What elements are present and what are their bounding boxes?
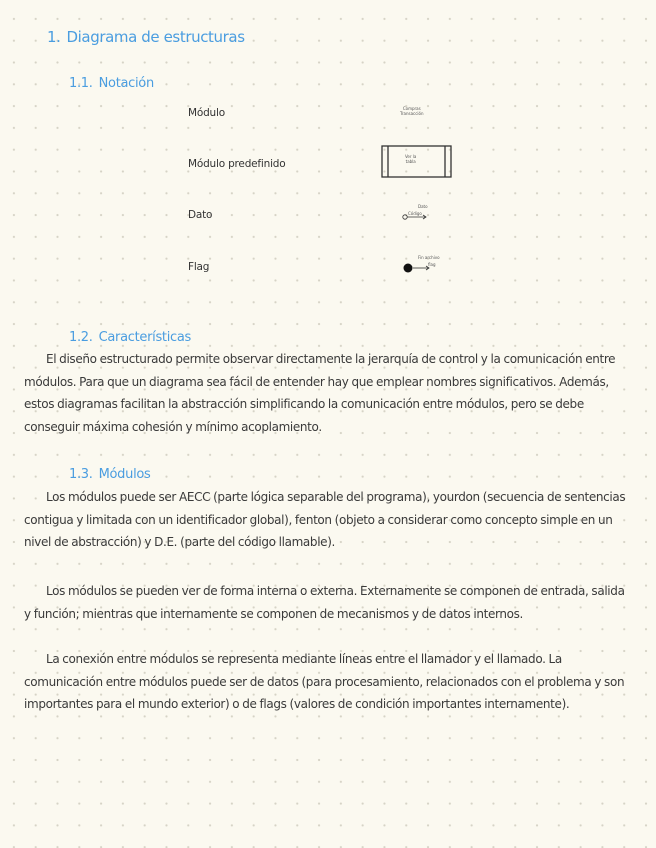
modules-heading [69, 467, 151, 482]
section-number: 1. [47, 28, 61, 46]
notation-number: 1.1. [69, 76, 93, 91]
predefined-module-line-1: Ver la [405, 154, 417, 159]
module-symbol [400, 107, 424, 116]
data-symbol-line-2: Código [408, 211, 422, 216]
section-heading [47, 28, 245, 46]
modules-title: Módulos [98, 467, 151, 482]
modules-paragraph-1: Los módulos puede ser AECC (parte lógica separable del programa), yourdon (secuencia de sentencias contigua y limitada con un identificador global), fenton (objeto a considerar como concepto simple en un nivel de abstracción) y D.E. (parte del código llamable). [24, 490, 626, 549]
predefined-module-line-2: tabla [405, 158, 416, 164]
notation-label-module: Módulo [188, 107, 225, 119]
notation-heading [69, 76, 154, 91]
module-symbol-line-2: Transacción [400, 110, 424, 116]
notation-label-data: Dato [188, 209, 213, 221]
predefined-module-symbol [381, 145, 453, 179]
characteristics-number: 1.2. [69, 330, 93, 345]
notation-label-predefined-module: Módulo predefinido [188, 158, 286, 170]
characteristics-heading [69, 330, 191, 345]
modules-text-3 [24, 648, 634, 716]
characteristics-paragraph: El diseño estructurado permite observar directamente la jerarquía de control y la comunicación entre módulos. Para que un diagrama sea fácil de entender hay que emplear nombres significativos. Además, estos diagramas facilitan la abstracción simplificando la comunicación entre módulos, pero se debe conseguir máxima cohesión y mínimo acoplamiento. [24, 352, 616, 434]
notation-label-flag: Flag [188, 261, 210, 273]
modules-text-1 [24, 486, 634, 554]
section-title: Diagrama de estructuras [66, 28, 245, 46]
notation-title: Notación [98, 76, 154, 91]
data-symbol-line-1: Dato [418, 204, 428, 209]
modules-text-2 [24, 580, 634, 625]
modules-number: 1.3. [69, 467, 93, 482]
characteristics-title: Características [98, 330, 192, 345]
predefined-module-text [405, 155, 416, 164]
modules-paragraph-3: La conexión entre módulos se representa mediante líneas entre el llamador y el llamado. La comunicación entre módulos puede ser de datos (para procesamiento, relacionados con el problema y son importantes para el mundo exterior) o de flags (valores de condición importantes internamente). [24, 652, 625, 711]
module-symbol-line-1: Compras [402, 106, 421, 111]
flag-symbol-line-2: flag [428, 262, 436, 267]
flag-symbol-line-1: Fin archivo [418, 255, 440, 260]
characteristics-text [24, 348, 634, 438]
modules-paragraph-2: Los módulos se pueden ver de forma interna o externa. Externamente se componen de entrada, salida y función; mientras que internamente se componen de mecanismos y de datos internos. [24, 584, 625, 621]
